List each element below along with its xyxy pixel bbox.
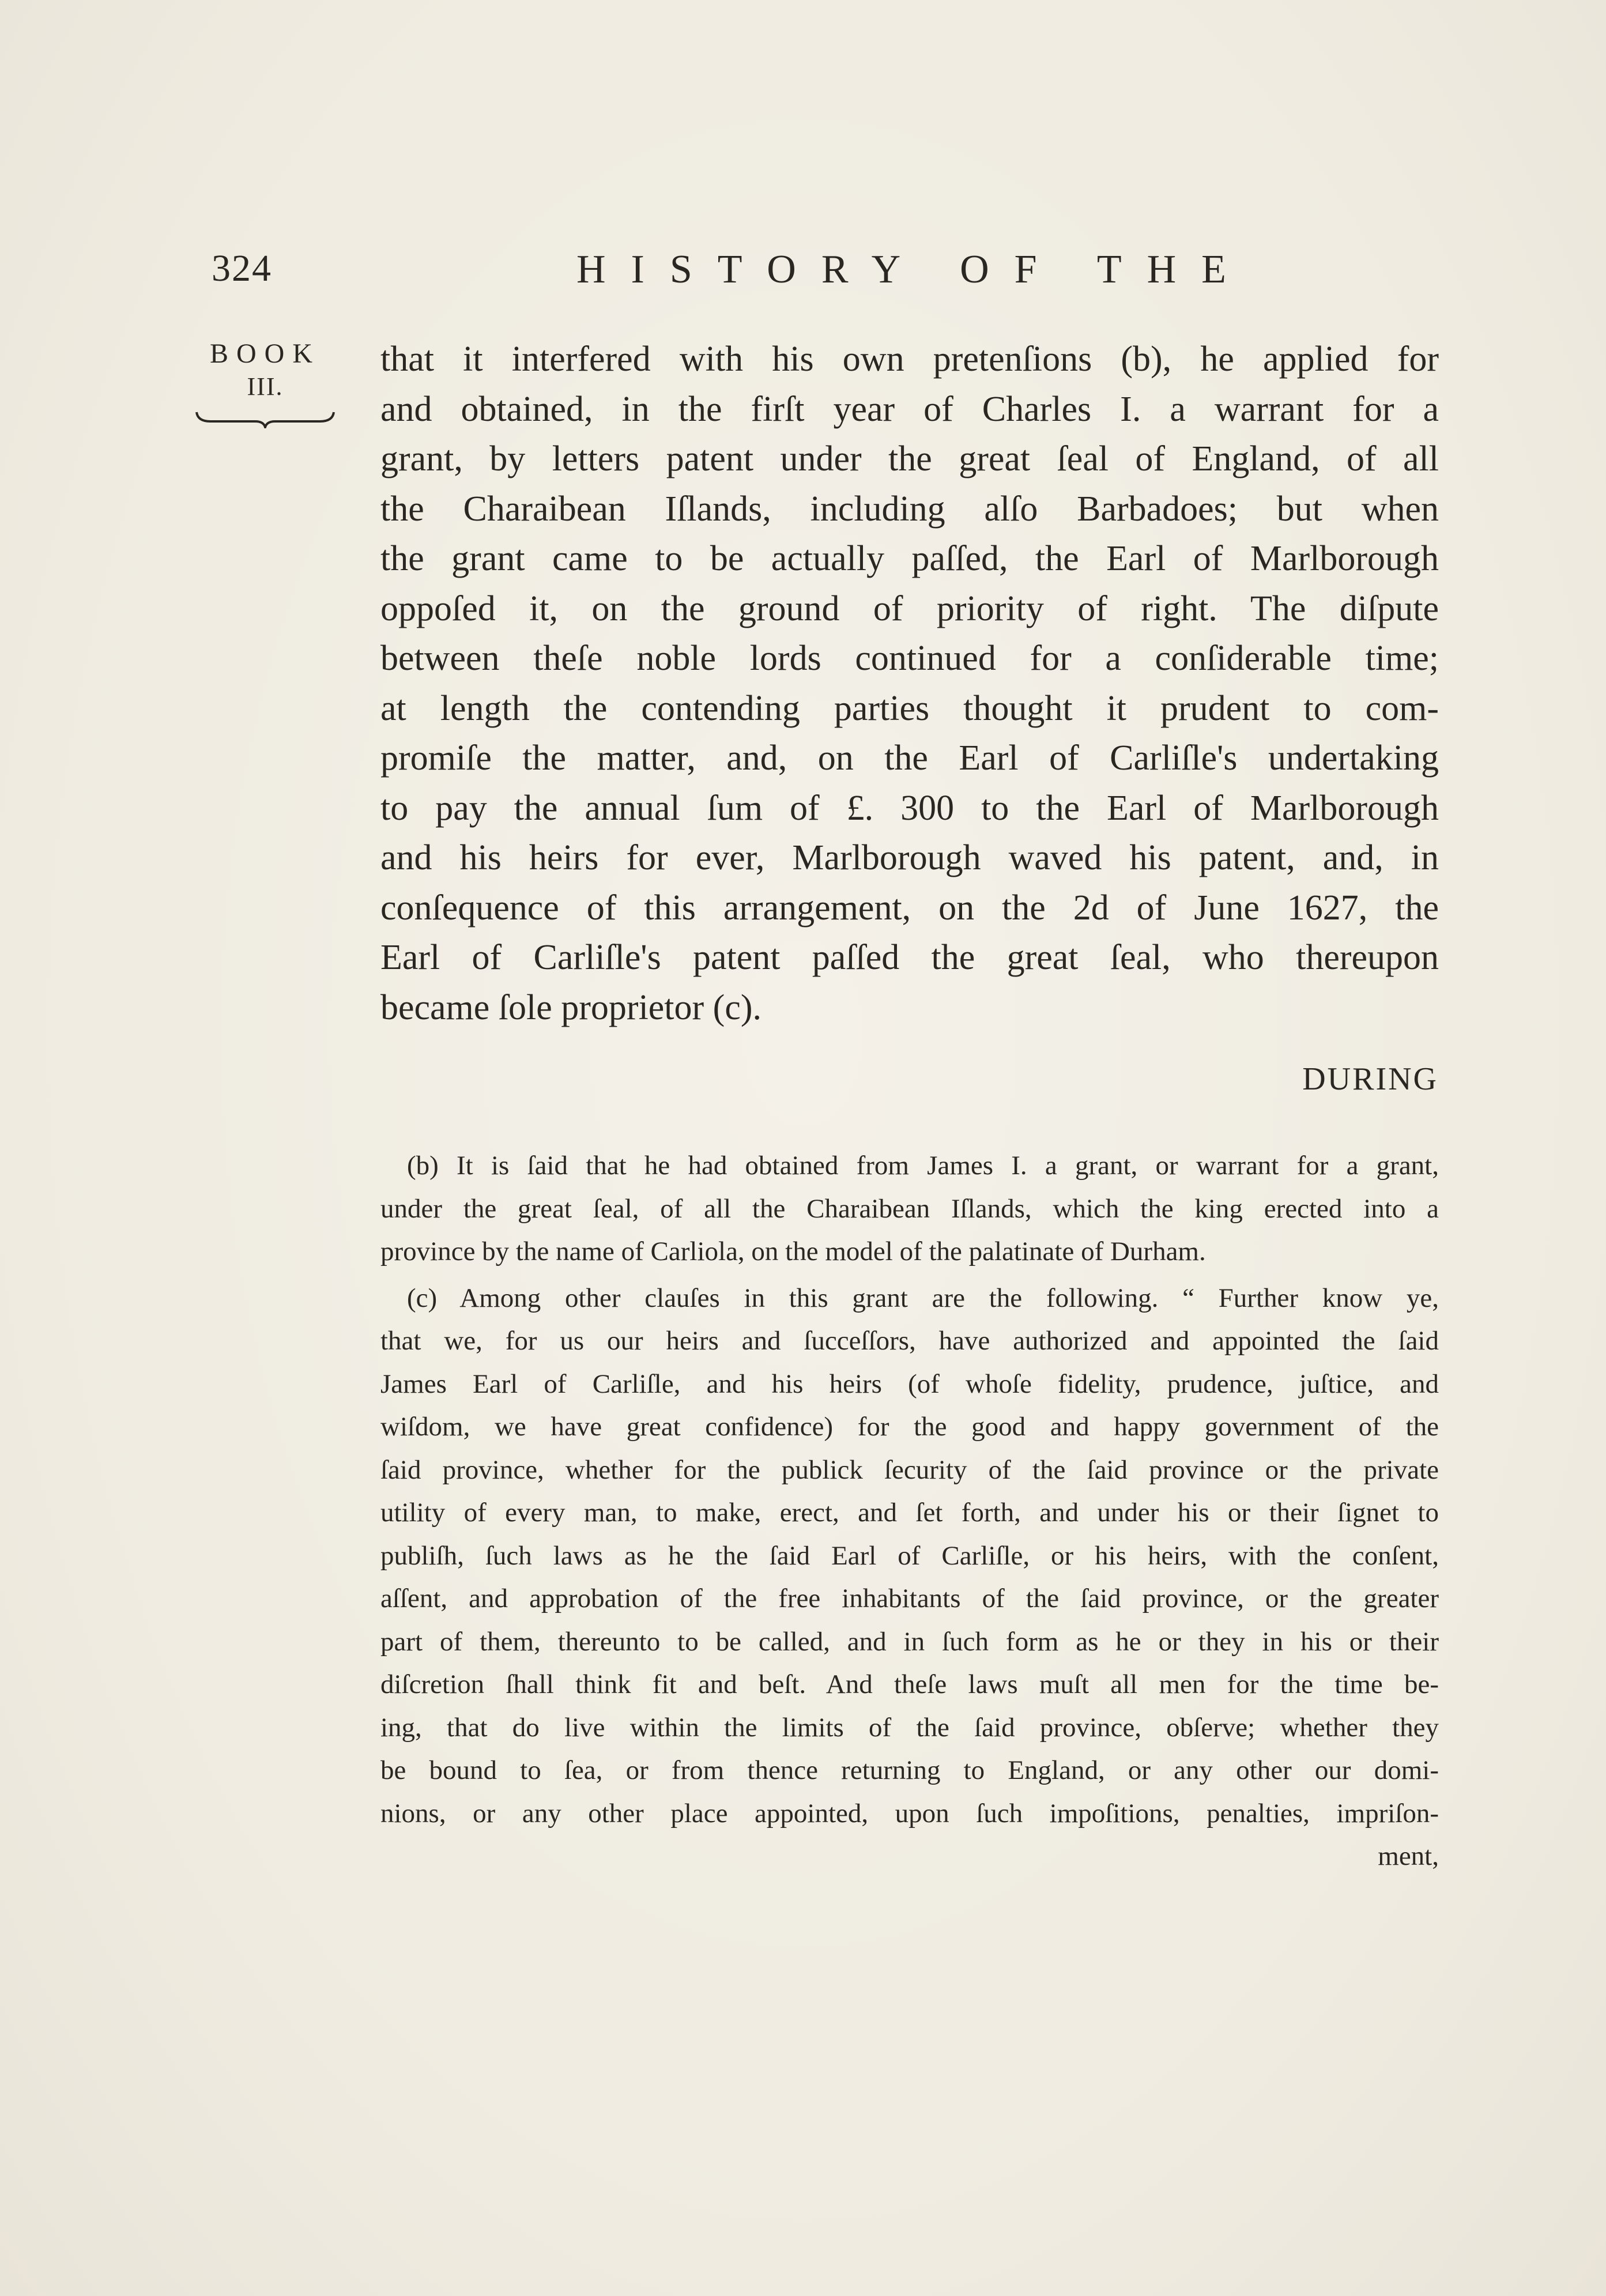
footnote-c-line: utility of every man, to make, erect, and ſet forth, and under his or their ſignet to [380, 1498, 1439, 1528]
body-line: grant, by letters patent under the great ſeal of England, of all [380, 439, 1439, 478]
body-line: Earl of Carliſle's patent paſſed the great ſeal, who thereupon [380, 938, 1439, 977]
footnote-c-line: diſcretion ſhall think fit and beſt. And theſe laws muſt all men for the time be- [380, 1669, 1439, 1699]
footnote-b-line: (b) It is ſaid that he had obtained from James I. a grant, or warrant for a grant, [407, 1151, 1439, 1181]
footnote-c-line: part of them, thereunto to be called, and in ſuch form as he or they in his or their [380, 1626, 1439, 1657]
footnote-b-line: province by the name of Carliola, on the model of the palatinate of Durham. [380, 1236, 1206, 1266]
page-number: 324 [212, 247, 272, 289]
body-line: and obtained, in the firſt year of Charles I. a warrant for a [380, 389, 1439, 429]
body-line: promiſe the matter, and, on the Earl of Carliſle's undertaking [380, 738, 1439, 778]
body-line: to pay the annual ſum of £. 300 to the Earl of Marlborough [380, 788, 1439, 828]
body-line: conſequence of this arrangement, on the 2d of June 1627, the [380, 888, 1439, 928]
footnote-c-line: wiſdom, we have great confidence) for the good and happy government of the [380, 1412, 1439, 1442]
body-line: and his heirs for ever, Marlborough waved his patent, and, in [380, 838, 1439, 877]
footnotes [380, 1144, 1439, 1878]
footnote-c-line: publiſh, ſuch laws as he the ſaid Earl of Carliſle, or his heirs, with the conſent, [380, 1540, 1439, 1571]
brace-ornament [193, 409, 337, 428]
running-title: HISTORY OF THE [576, 247, 1251, 292]
body-line: oppoſed it, on the ground of priority of right. The diſpute [380, 589, 1439, 628]
footnote-c-line: nions, or any other place appointed, upon ſuch impoſitions, penalties, impriſon- [380, 1798, 1439, 1828]
margin-note [190, 339, 340, 428]
body-line: at length the contending parties thought it prudent to com- [380, 688, 1439, 728]
footnote-c-line: be bound to ſea, or from thence returning to England, or any other our domi- [380, 1755, 1439, 1785]
body-line: the Charaibean Iſlands, including alſo Barbadoes; but when [380, 489, 1439, 529]
footnote-c-line: (c) Among other clauſes in this grant are the following. “ Further know ye, [407, 1283, 1439, 1313]
footnote-catchword: ment, [1378, 1841, 1439, 1871]
body-line: between theſe noble lords continued for a conſiderable time; [380, 639, 1439, 678]
catchword: DURING [1302, 1061, 1438, 1097]
footnote-c-line: ing, that do live within the limits of the ſaid province, obſerve; whether they [380, 1712, 1439, 1743]
footnote-c-line: aſſent, and approbation of the free inhabitants of the ſaid province, or the greater [380, 1584, 1439, 1613]
footnote-c-line: ſaid province, whether for the publick ſecurity of the ſaid province or the private [380, 1454, 1439, 1485]
margin-book-label: BOOK [209, 338, 321, 369]
body-text [380, 334, 1439, 1032]
footnote-c-line: that we, for us our heirs and ſucceſſors, have authorized and appointed the ſaid [380, 1326, 1439, 1356]
body-line: that it interfered with his own pretenſions (b), he applied for [380, 340, 1439, 379]
body-line: became ſole proprietor (c). [380, 987, 761, 1027]
margin-volume-label: III. [247, 372, 284, 401]
footnote-b-line: under the great ſeal, of all the Charaibean Iſlands, which the king erected into a [380, 1193, 1439, 1224]
footnote-c-line: James Earl of Carliſle, and his heirs (of whoſe fidelity, prudence, juſtice, and [380, 1368, 1439, 1399]
body-line: the grant came to be actually paſſed, the Earl of Marlborough [380, 539, 1439, 578]
